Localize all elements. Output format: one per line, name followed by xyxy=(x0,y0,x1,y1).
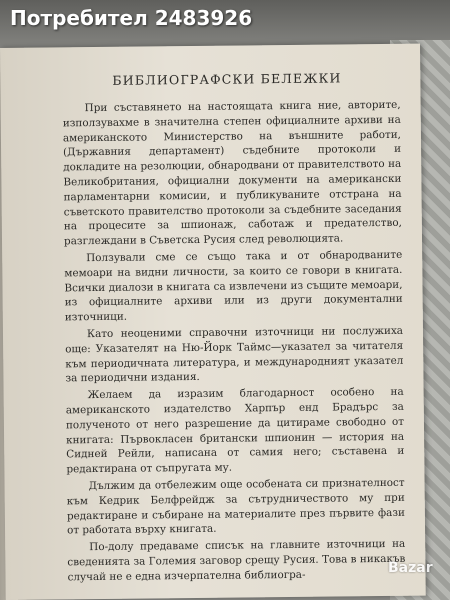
paragraph: По-долу предаваме списък на главните източници на сведенията за Големия заговор срещу Русия. Това в никакъв случай не е една изчерпателна библиогра- xyxy=(67,537,406,584)
paragraph: Ползували сме се също така и от обнародваните мемоари на видни личности, за които се говори в книгата. Всички диалози в книгата са извлечени из същите мемоари, из официалните архиви или из други документални източници. xyxy=(64,248,403,324)
page-body xyxy=(63,98,406,585)
bazar-logo: Bazar xyxy=(388,560,433,576)
paragraph: Желаем да изразим благодарност особено на американското издателство Харпър енд Брадърс за полученото от него разрешение да цитираме свободно от книгата: Първокласен британски шпионин — история на Сидней Рейли, написана от самия него; съставена и редактирана от съпругата му. xyxy=(65,385,405,476)
user-watermark: Потребител 2483926 xyxy=(10,6,253,30)
book-page xyxy=(0,44,426,600)
paragraph: Дължим да отбележим още особената си признателност към Кедрик Белфрейдж за сътрудничеството му при редактиране и събиране на материалите през първите фази от работата върху книгата. xyxy=(66,476,405,537)
page-heading: БИБЛИОГРАФСКИ БЕЛЕЖКИ xyxy=(112,70,342,88)
paragraph: Като неоценими справочни източници ни послужиха още: Указателят на Ню-Йорк Таймс—указател за читателя към периодичната литература, и международният указател за периодични издания. xyxy=(65,324,404,385)
paragraph: При съставянето на настоящата книга ние, авторите, използувахме в значителна степен официалните архиви на американското Министерство на външните работи, (Държавния департамент) съдебните протоколи и докладите на резолюции, обнародвани от правителството на Великобритания, официални документи на американски парламентарни комисии, и публикуваните отстрана на съветското правителство протоколи за съдебните заседания на процесите за шпионаж, саботаж и предателство, разглеждани в Съветска Русия след революцията. xyxy=(62,98,402,248)
